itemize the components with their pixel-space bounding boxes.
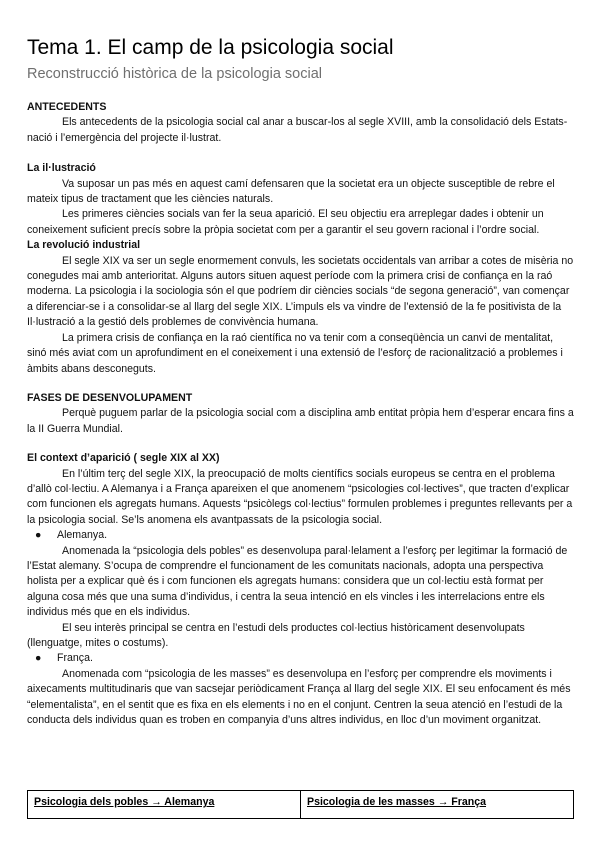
bullet-item-alemanya [27, 528, 575, 543]
heading-antecedents: ANTECEDENTS [27, 101, 107, 113]
paragraph: El segle XIX va ser un segle enormement convuls, les societats occidentals van arribar a cotes de misèria no conegudes mai amb anterioritat. Alguns autors situen aquest període com la primera crisi de confiança en la raó moderna. La psicologia i la sociologia són el que podríem dir ciències socials “de segona generació”, van començar a diferenciar-se i a consolidar-se al llarg del segle XIX. L’impuls els va vindre de l’extensió de la fe positivista de la Il·lustració a la gestió dels problemes de convivència humana. [27, 254, 574, 329]
heading-context: El context d’aparició ( segle XIX al XX) [27, 452, 220, 465]
table-header-pobles: Psicologia dels pobles → Alemanya [28, 791, 301, 819]
page-title: Tema 1. El camp de la psicologia social [27, 36, 394, 59]
heading-fases: FASES DE DESENVOLUPAMENT [27, 391, 193, 404]
heading-revolucio-industrial: La revolució industrial [27, 239, 141, 252]
paragraph: Perquè puguem parlar de la psicologia social com a disciplina amb entitat pròpia hem d’esperar encara fins a la II Guerra Mundial. [27, 407, 574, 435]
bullet-item-franca [27, 651, 575, 666]
document-body [27, 100, 575, 728]
table-row [28, 791, 574, 819]
paragraph: Va suposar un pas més en aquest camí defensaren que la societat era un objecte susceptible de rebre el mateix tipus de tractament que les ciències naturals. [27, 177, 555, 206]
paragraph: El seu interès principal se centra en l’estudi dels productes col·lectius històricament desenvolupats (llenguatge, mites o costums). [27, 621, 525, 649]
paragraph: Els antecedents de la psicologia social cal anar a buscar-los al segle XVIII, amb la consolidació dels Estats-nació i l’emergència del projecte il·lustrat. [27, 116, 568, 144]
bullet-icon: ● [35, 529, 42, 542]
comparison-table [27, 790, 574, 819]
bullet-label: França. [57, 652, 93, 665]
paragraph: Anomenada la “psicologia dels pobles” es desenvolupa paral·lelament a l’esforç per legitimar la formació de l’Estat alemany. S’ocupa de comprendre el funcionament de les comunitats nacionals, adopta una perspectiva holista per a explicar què és i com funcionen els agregats humans: considera que un col·lectiu està format per alguna cosa més que una suma d’individus, i centra la seua intenció en els vincles i les interrelacions entre els individus més que en els individus. [27, 544, 568, 619]
paragraph: En l’últim terç del segle XIX, la preocupació de molts científics socials europeus se centra en el problema d’allò col·lectiu. A Alemanya i a França apareixen el que anomenem “psicologies col·lectives”, que tracten d’explicar com funcionen els agregats humans. Aquests “psicòlegs col·lectius” formulen problemes i preguntes rellevants per a la psicologia social. Se’ls anomena els avantpassats de la psicologia social. [27, 467, 573, 526]
heading-illustracio: La il·lustració [27, 162, 96, 175]
paragraph: Les primeres ciències socials van fer la seua aparició. El seu objectiu era arreplegar dades i obtenir un coneixement suficient precís sobre la pròpia societat com per a garantir el seu govern racional i l’ordre social. [27, 208, 544, 236]
table-header-masses: Psicologia de les masses → França [301, 791, 574, 819]
page-subtitle: Reconstrucció històrica de la psicologia social [27, 66, 322, 82]
paragraph: Anomenada com “psicologia de les masses” es desenvolupa en l’esforç per comprendre els moviments i aixecaments multitudinaris que van sacsejar periòdicament França al llarg del segle XIX. El seu enfocament és més “elementalista”, en el sentit que es fixa en els elements i no en el conjunt. Centren la seua atenció en l’estudi de la conducta dels individus quan es troben en companyia d’uns altres individus, en lloc d’un moviment organitzat. [27, 667, 571, 727]
bullet-label: Alemanya. [57, 529, 108, 542]
bullet-icon: ● [35, 652, 42, 665]
paragraph: La primera crisis de confiança en la raó científica no va tenir com a conseqüència un canvi de mentalitat, sinó més aviat com un aprofundiment en el coneixement i una extensió de l’esforç de racionalització a problemes i àmbits abans desconeguts. [27, 331, 563, 375]
